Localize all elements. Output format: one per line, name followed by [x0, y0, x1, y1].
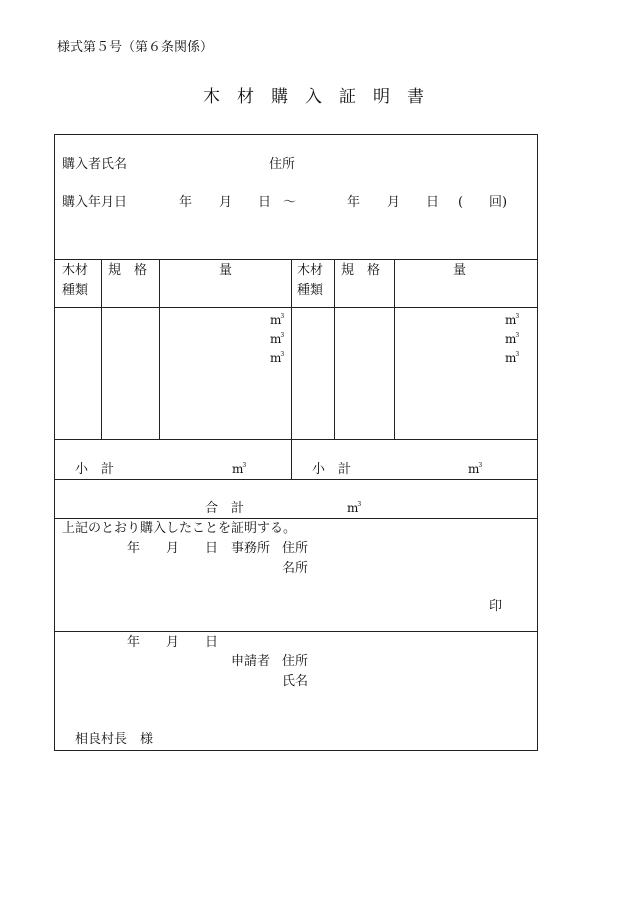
cert-day-label: 日	[205, 541, 219, 556]
start-year-label: 年	[179, 195, 193, 210]
end-day-label: 日	[426, 195, 440, 210]
office-address-label: 住所	[282, 541, 309, 556]
start-day-label: 日	[258, 195, 272, 210]
app-year-label: 年	[127, 635, 141, 650]
office-label: 事務所	[231, 541, 271, 556]
app-month-label: 月	[166, 635, 180, 650]
divider	[54, 631, 537, 632]
divider	[54, 479, 537, 480]
column-line	[101, 259, 102, 440]
divider	[54, 259, 537, 260]
col-qty-label-left: 量	[219, 263, 233, 278]
col-qty-label-right: 量	[453, 263, 467, 278]
title-char: 材	[237, 87, 256, 107]
subtotal-unit-right: $m^3$	[468, 462, 483, 476]
unit-cubic-meter: $m^3$	[270, 351, 285, 365]
column-line	[394, 259, 395, 440]
title-char: 書	[407, 87, 426, 107]
cert-year-label: 年	[127, 541, 141, 556]
title-char: 明	[373, 87, 392, 107]
unit-cubic-meter: $m^3$	[505, 313, 520, 327]
col-type-label-left: 種類	[62, 283, 89, 298]
column-line	[291, 259, 292, 480]
subtotal-label-left: 小 計	[75, 462, 115, 477]
title-char: 購	[271, 87, 290, 107]
end-month-label: 月	[387, 195, 401, 210]
range-tilde: ～	[283, 195, 297, 210]
total-label: 合 計	[205, 501, 245, 516]
column-line	[159, 259, 160, 440]
col-type-label-right: 木材	[297, 263, 324, 278]
applicant-label: 申請者	[231, 654, 271, 669]
recipient-label: 相良村長 様	[75, 732, 154, 747]
purchaser-address-label: 住所	[269, 157, 296, 172]
paren-open: (	[458, 195, 464, 210]
form-number: 様式第５号（第６条関係）	[57, 40, 214, 55]
office-name-label: 名所	[282, 561, 309, 576]
column-line	[334, 259, 335, 440]
certification-statement: 上記のとおり購入したことを証明する。	[62, 521, 297, 536]
cert-month-label: 月	[166, 541, 180, 556]
purchase-date-label: 購入年月日	[62, 195, 128, 210]
applicant-name-label: 氏名	[282, 674, 309, 689]
applicant-address-label: 住所	[282, 654, 309, 669]
unit-cubic-meter: $m^3$	[270, 332, 285, 346]
subtotal-unit-left: $m^3$	[232, 462, 247, 476]
seal-mark: 印	[489, 599, 503, 614]
times-label: 回)	[489, 195, 508, 210]
divider	[54, 518, 537, 519]
end-year-label: 年	[347, 195, 361, 210]
total-unit: $m^3$	[347, 501, 362, 515]
divider	[54, 307, 537, 308]
col-spec-label-left: 規 格	[108, 263, 148, 278]
app-day-label: 日	[205, 635, 219, 650]
title-char: 証	[339, 87, 358, 107]
divider	[54, 439, 537, 440]
title-char: 入	[305, 87, 324, 107]
subtotal-label-right: 小 計	[312, 462, 352, 477]
purchaser-name-label: 購入者氏名	[62, 157, 128, 172]
col-type-label-right: 種類	[297, 283, 324, 298]
unit-cubic-meter: $m^3$	[505, 332, 520, 346]
col-spec-label-right: 規 格	[341, 263, 381, 278]
col-type-label-left: 木材	[62, 263, 89, 278]
unit-cubic-meter: $m^3$	[505, 351, 520, 365]
title-char: 木	[203, 87, 222, 107]
start-month-label: 月	[219, 195, 233, 210]
unit-cubic-meter: $m^3$	[270, 313, 285, 327]
